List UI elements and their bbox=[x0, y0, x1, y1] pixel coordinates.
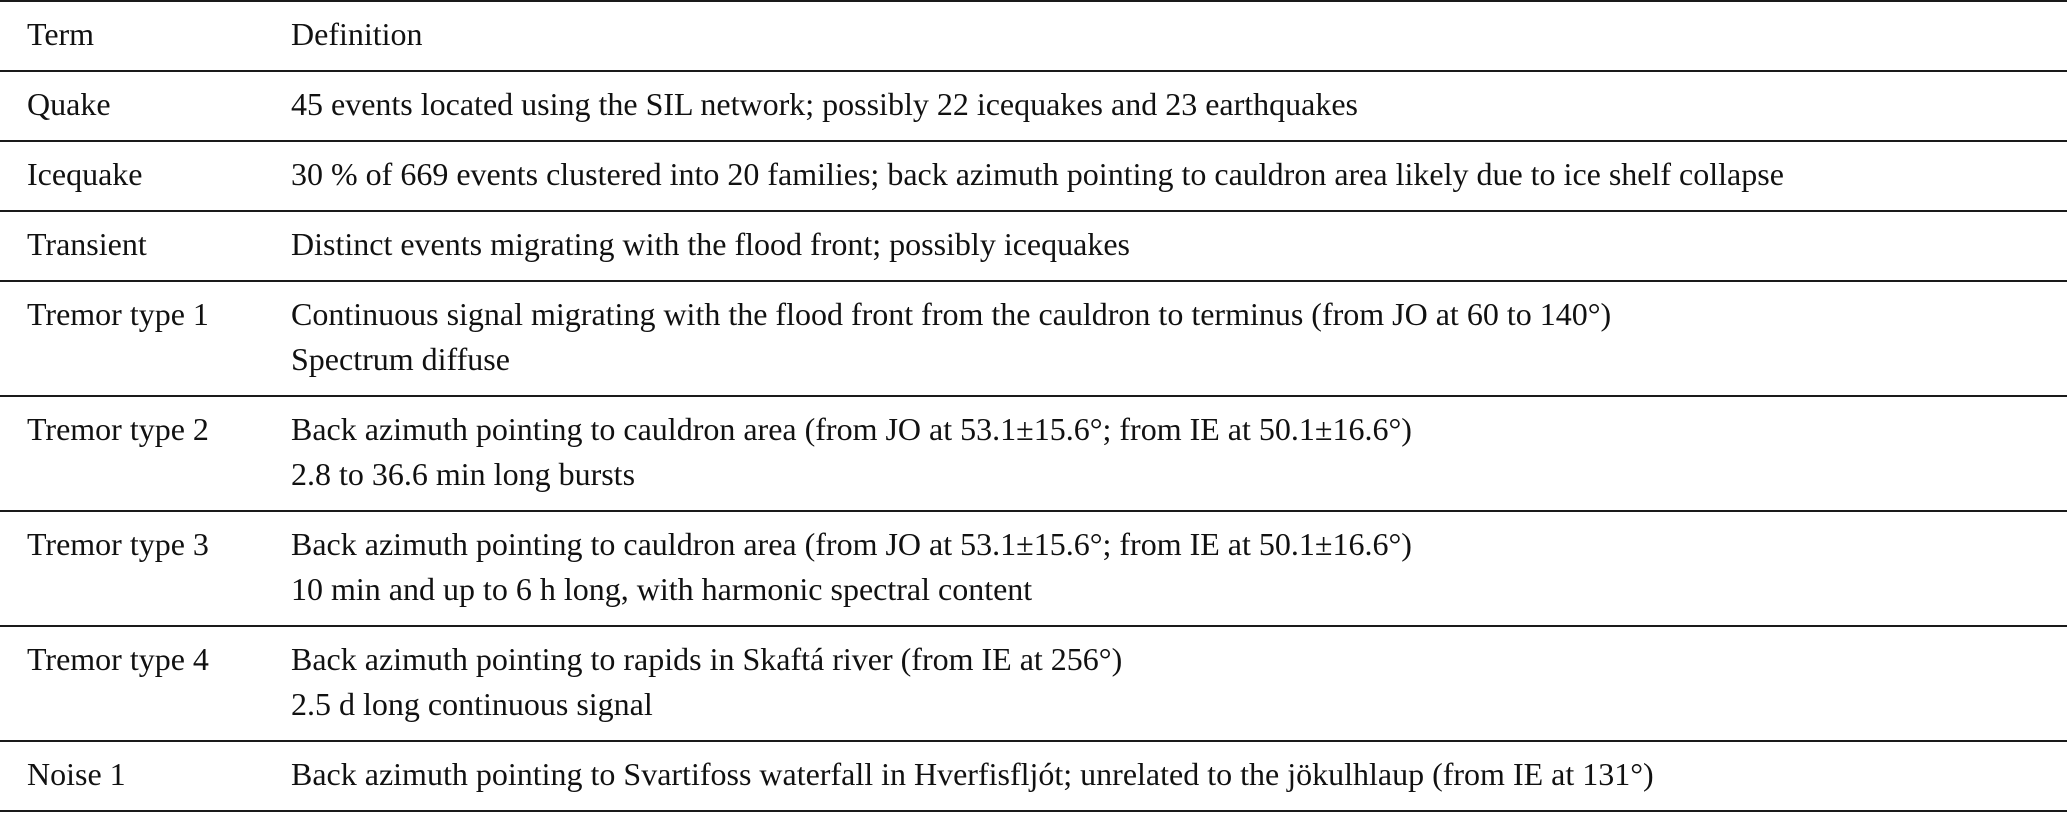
definition-line: Distinct events migrating with the flood front; possibly icequakes bbox=[291, 226, 1130, 262]
term-cell: Tremor type 1 bbox=[27, 296, 209, 332]
term-cell: Quake bbox=[27, 86, 111, 122]
term-cell: Tremor type 4 bbox=[27, 641, 209, 677]
term-cell: Transient bbox=[27, 226, 147, 262]
table-row bbox=[0, 626, 2067, 741]
definition-line: Back azimuth pointing to cauldron area (from JO at 53.1±15.6°; from IE at 50.1±16.6°) bbox=[291, 411, 1412, 447]
header-row bbox=[0, 1, 2067, 71]
definition-cell bbox=[291, 71, 2067, 141]
definition-line: 2.5 d long continuous signal bbox=[291, 686, 653, 722]
definition-line: Continuous signal migrating with the flood front from the cauldron to terminus (from JO at 60 to 140°) bbox=[291, 296, 1612, 332]
header-term: Term bbox=[27, 16, 95, 52]
table-row bbox=[0, 511, 2067, 626]
term-cell: Tremor type 3 bbox=[27, 526, 209, 562]
definition-cell bbox=[291, 281, 2067, 396]
definition-line: Back azimuth pointing to Svartifoss waterfall in Hverfisfljót; unrelated to the jökulhlaup (from IE at 131°) bbox=[291, 756, 1654, 792]
table-row bbox=[0, 141, 2067, 211]
definition-cell bbox=[291, 396, 2067, 511]
table-row bbox=[0, 396, 2067, 511]
definition-cell bbox=[291, 626, 2067, 741]
definition-cell bbox=[291, 211, 2067, 281]
term-cell: Tremor type 2 bbox=[27, 411, 209, 447]
definition-cell bbox=[291, 141, 2067, 211]
table-row bbox=[0, 741, 2067, 811]
definition-line: Back azimuth pointing to rapids in Skaftá river (from IE at 256°) bbox=[291, 641, 1123, 677]
definition-line: 10 min and up to 6 h long, with harmonic spectral content bbox=[291, 571, 1033, 607]
header-definition: Definition bbox=[291, 16, 423, 52]
definition-line: Back azimuth pointing to cauldron area (from JO at 53.1±15.6°; from IE at 50.1±16.6°) bbox=[291, 526, 1412, 562]
table-row bbox=[0, 281, 2067, 396]
definition-cell bbox=[291, 741, 2067, 811]
table-row bbox=[0, 211, 2067, 281]
definition-cell bbox=[291, 511, 2067, 626]
term-cell: Icequake bbox=[27, 156, 143, 192]
table-row bbox=[0, 71, 2067, 141]
table-body bbox=[0, 71, 2067, 811]
definition-line: 45 events located using the SIL network; possibly 22 icequakes and 23 earthquakes bbox=[291, 86, 1358, 122]
term-cell: Noise 1 bbox=[27, 756, 126, 792]
definition-line: Spectrum diffuse bbox=[291, 341, 510, 377]
definition-line: 30 % of 669 events clustered into 20 families; back azimuth pointing to cauldron area likely due to ice shelf collapse bbox=[291, 156, 1784, 192]
definition-line: 2.8 to 36.6 min long bursts bbox=[291, 456, 636, 492]
